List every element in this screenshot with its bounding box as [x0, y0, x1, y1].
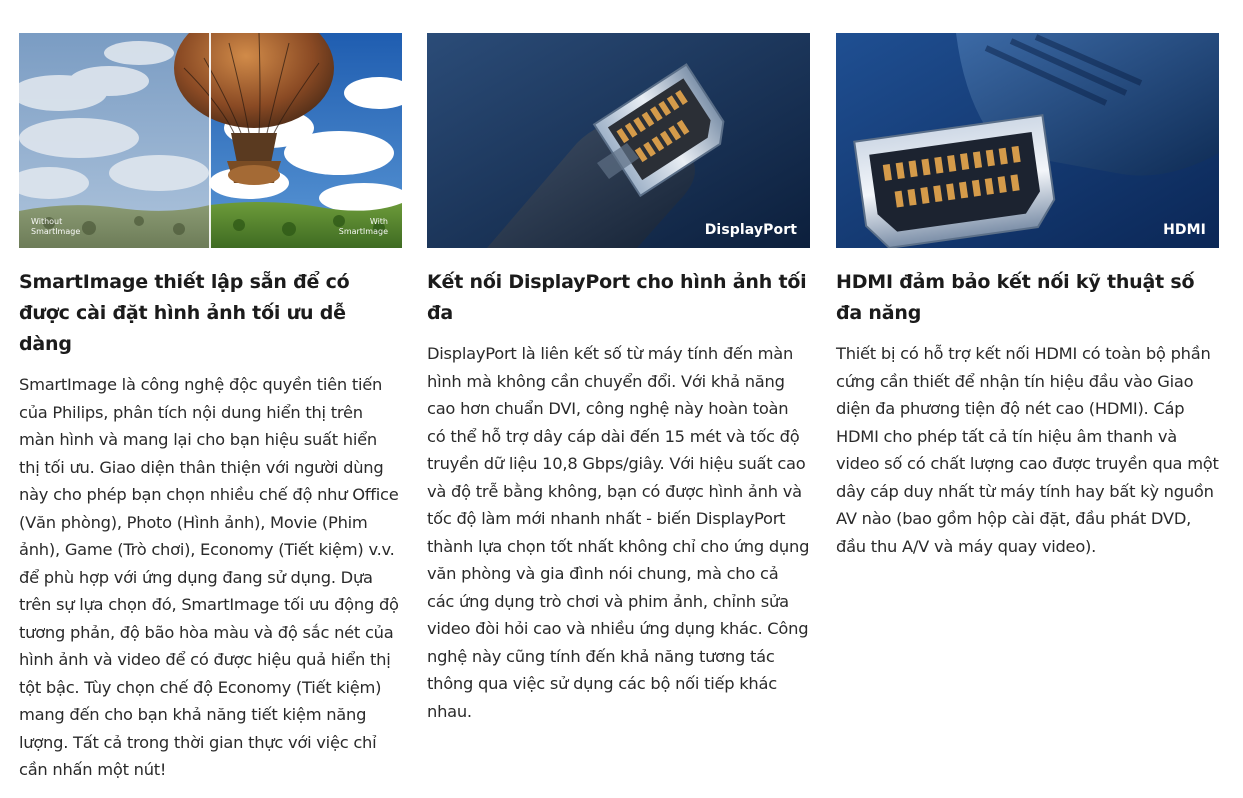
displayport-label: DisplayPort [704, 222, 797, 238]
feature-description: DisplayPort là liên kết số từ máy tính đến màn hình mà không cần chuyển đổi. Với khả năng cao hơn chuẩn DVI, công nghệ này hoàn toàn có thể hỗ trợ dây cáp dài đến 15 mét và tốc độ truyền dữ liệu 10,8 Gbps/giây. Với hiệu suất cao và độ trễ bằng không, bạn có được hình ảnh và tốc độ làm mới nhanh nhất - biến DisplayPort thành lựa chọn tốt nhất không chỉ cho ứng dụng văn phòng và gia đình nói chung, mà cho cả các ứng dụng trò chơi và phim ảnh, chỉnh sửa video đòi hỏi cao và nhiều ứng dụng khác. Công nghệ này cũng tính đến khả năng tương tác thông qua việc sử dụng các bộ nối tiếp khác nhau. [427, 344, 810, 721]
feature-card-displayport [427, 33, 810, 725]
feature-card-hdmi [836, 33, 1219, 560]
hot-air-balloon-photo [19, 33, 402, 248]
with-smartimage-label: With SmartImage [338, 217, 388, 236]
feature-title: Kết nối DisplayPort cho hình ảnh tối đa [427, 271, 807, 324]
without-smartimage-label: Without SmartImage [31, 217, 81, 236]
hdmi-connector-image [836, 33, 1219, 248]
feature-description: Thiết bị có hỗ trợ kết nối HDMI có toàn bộ phần cứng cần thiết để nhận tín hiệu đầu vào Giao diện đa phương tiện độ nét cao (HDMI). Cáp HDMI cho phép tất cả tín hiệu âm thanh và video số có chất lượng cao được truyền qua một dây cáp duy nhất từ máy tính hay bất kỳ nguồn AV nào (bao gồm hộp cài đặt, đầu phát DVD, đầu thu A/V và máy quay video). [836, 344, 1219, 556]
feature-title: HDMI đảm bảo kết nối kỹ thuật số đa năng [836, 271, 1195, 324]
displayport-connector-icon [427, 33, 810, 248]
feature-card-smartimage [19, 33, 402, 784]
hdmi-label: HDMI [1163, 222, 1206, 238]
feature-description: SmartImage là công nghệ độc quyền tiên tiến của Philips, phân tích nội dung hiển thị trên màn hình và mang lại cho bạn hiệu suất hiển thị tối ưu. Giao diện thân thiện với người dùng này cho phép bạn chọn nhiều chế độ như Office (Văn phòng), Photo (Hình ảnh), Movie (Phim ảnh), Game (Trò chơi), Economy (Tiết kiệm) v.v. để phù hợp với ứng dụng đang sử dụng. Dựa trên sự lựa chọn đó, SmartImage tối ưu động độ tương phản, độ bão hòa màu và độ sắc nét của hình ảnh và video để có được hiệu quả hiển thị tột bậc. Tùy chọn chế độ Economy (Tiết kiệm) mang đến cho bạn khả năng tiết kiệm năng lượng. Tất cả trong thời gian thực với việc chỉ cần nhấn một nút! [19, 375, 399, 779]
feature-title: SmartImage thiết lập sẵn để có được cài đặt hình ảnh tối ưu dễ dàng [19, 271, 350, 355]
smartimage-comparison-image [19, 33, 402, 248]
hdmi-connector-icon [836, 33, 1219, 248]
displayport-connector-image [427, 33, 810, 248]
